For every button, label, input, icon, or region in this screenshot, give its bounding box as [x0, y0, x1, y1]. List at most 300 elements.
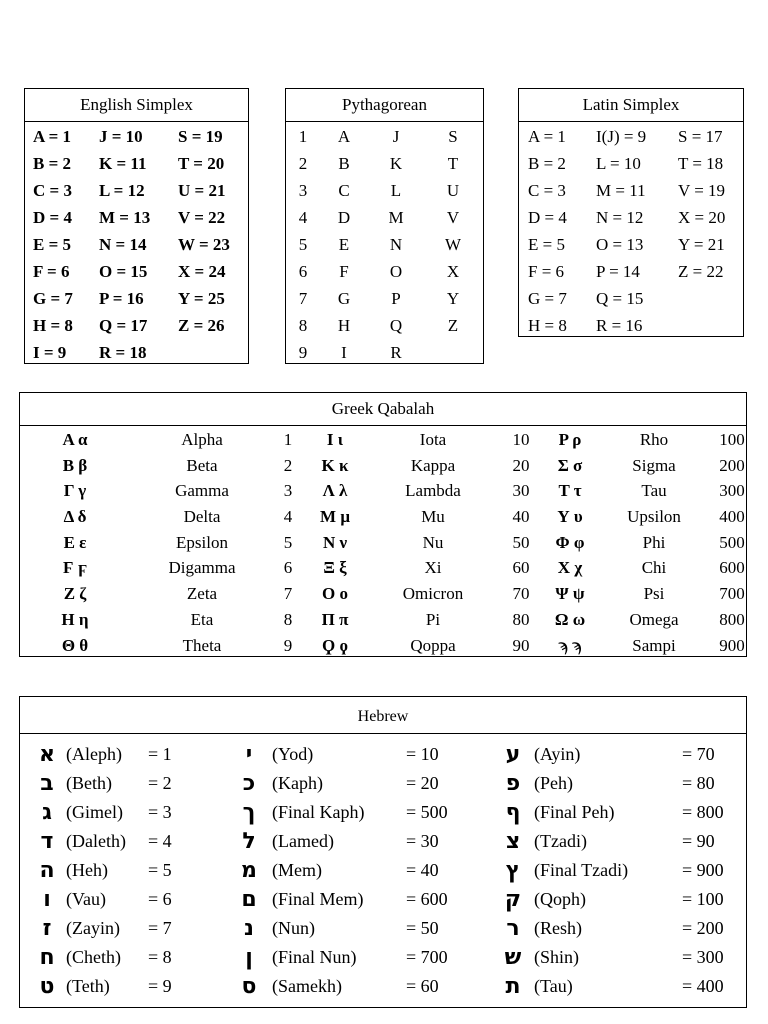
greek-letter-symbol: Ω ω: [554, 609, 586, 629]
table-cell: F: [339, 262, 349, 281]
table-cell: W = 23: [178, 235, 230, 254]
table-cell: H = 8: [33, 316, 73, 335]
greek-letter-name: Alpha: [181, 430, 223, 449]
hebrew-letter-value: = 600: [406, 889, 448, 909]
english-simplex-table: [24, 88, 249, 364]
hebrew-letter-glyph: פ: [505, 771, 521, 796]
hebrew-letter-value: = 7: [148, 918, 172, 938]
hebrew-letter-value: = 20: [406, 773, 439, 793]
hebrew-letter-name: (Final Tzadi): [534, 860, 629, 880]
greek-row: [20, 530, 746, 556]
table-cell: 7: [298, 289, 308, 308]
greek-letter-value: 1: [283, 430, 293, 449]
hebrew-row: [498, 798, 743, 827]
table-cell: R = 16: [596, 316, 643, 335]
greek-letter-value: 700: [719, 584, 745, 604]
table-cell: A: [337, 127, 351, 146]
greek-letter-value: 2: [283, 455, 293, 475]
table-cell: N: [389, 235, 403, 254]
greek-letter-symbol: Γ γ: [63, 481, 87, 501]
greek-letter-value: 900: [719, 635, 745, 655]
greek-letter-symbol: Α α: [62, 430, 88, 449]
hebrew-letter-name: (Beth): [66, 773, 112, 793]
table-cell: P: [391, 289, 401, 308]
greek-letter-value: 70: [512, 584, 530, 604]
greek-letter-value: 50: [512, 532, 530, 552]
hebrew-letter-value: = 60: [406, 976, 439, 996]
pythagorean-title: Pythagorean: [286, 89, 483, 122]
table-column: [294, 123, 312, 366]
table-cell: C: [338, 181, 350, 200]
hebrew-letter-name: (Nun): [272, 918, 315, 938]
hebrew-row: [32, 798, 242, 827]
greek-letter-value: 30: [512, 481, 530, 501]
greek-letter-value: 60: [512, 558, 530, 578]
table-cell: P = 16: [99, 289, 144, 308]
greek-letter-name: Mu: [421, 507, 445, 527]
hebrew-letter-glyph: ה: [39, 858, 55, 883]
greek-letter-symbol: ϡ ϡ: [558, 635, 582, 655]
greek-letter-symbol: Τ τ: [558, 481, 582, 501]
hebrew-letter-glyph: ס: [241, 974, 257, 999]
table-cell: E: [338, 235, 350, 254]
table-cell: I: [341, 343, 347, 362]
table-column: [99, 123, 150, 366]
hebrew-letter-glyph: ף: [505, 800, 521, 825]
greek-letter-symbol: Μ μ: [320, 507, 350, 527]
hebrew-letter-name: (Shin): [534, 947, 579, 967]
table-cell: H = 8: [528, 316, 567, 335]
table-cell: Y = 25: [178, 289, 225, 308]
greek-letter-value: 100: [719, 430, 745, 449]
greek-letter-symbol: Κ κ: [321, 455, 349, 475]
hebrew-row: [232, 856, 502, 885]
greek-letter-value: 40: [512, 507, 530, 527]
hebrew-letter-value: = 50: [406, 918, 439, 938]
hebrew-letter-name: (Final Mem): [272, 889, 364, 909]
table-cell: D = 4: [33, 208, 72, 227]
hebrew-letter-glyph: ו: [43, 887, 51, 912]
hebrew-letter-name: (Tau): [534, 976, 573, 996]
table-cell: X = 24: [178, 262, 226, 281]
hebrew-column: [232, 740, 502, 1001]
hebrew-letter-name: (Qoph): [534, 889, 586, 909]
hebrew-letter-value: = 80: [682, 773, 715, 793]
table-cell: M = 11: [596, 181, 646, 200]
hebrew-letter-value: = 30: [406, 831, 439, 851]
greek-row: [20, 607, 746, 633]
table-cell: B = 2: [33, 154, 72, 173]
english-simplex-title: English Simplex: [25, 89, 248, 122]
table-cell: P = 14: [596, 262, 640, 281]
hebrew-letter-value: = 4: [148, 831, 172, 851]
hebrew-letter-value: = 2: [148, 773, 172, 793]
greek-letter-name: Psi: [643, 584, 665, 604]
table-column: [386, 123, 406, 366]
greek-letter-value: 4: [283, 507, 293, 527]
greek-letter-symbol: Β β: [62, 455, 88, 475]
hebrew-letter-name: (Resh): [534, 918, 582, 938]
greek-letter-value: 6: [283, 558, 293, 578]
hebrew-letter-glyph: ץ: [505, 858, 521, 883]
table-cell: Z = 26: [178, 316, 225, 335]
table-column: [528, 123, 567, 339]
table-cell: N = 14: [99, 235, 147, 254]
hebrew-letter-glyph: ח: [39, 945, 55, 970]
greek-letter-value: 800: [719, 609, 745, 629]
hebrew-row: [232, 798, 502, 827]
hebrew-letter-value: = 800: [682, 802, 724, 822]
table-cell: C = 3: [33, 181, 72, 200]
hebrew-letter-glyph: צ: [505, 829, 521, 854]
table-column: [596, 123, 646, 339]
table-cell: L: [390, 181, 402, 200]
greek-letter-name: Sigma: [632, 455, 676, 475]
hebrew-letter-glyph: ג: [42, 800, 52, 825]
greek-letter-name: Eta: [190, 609, 214, 629]
table-cell: S = 19: [178, 127, 223, 146]
greek-letter-symbol: Δ δ: [63, 507, 87, 527]
hebrew-letter-value: = 900: [682, 860, 724, 880]
greek-letter-symbol: Θ θ: [61, 635, 89, 655]
table-cell: T = 20: [178, 154, 225, 173]
table-cell: O = 15: [99, 262, 148, 281]
table-cell: E = 5: [528, 235, 565, 254]
greek-row: [20, 453, 746, 479]
hebrew-letter-name: (Aleph): [66, 744, 122, 764]
table-cell: M: [388, 208, 404, 227]
greek-row: [20, 555, 746, 581]
table-cell: B: [338, 154, 350, 173]
table-cell: Y = 21: [678, 235, 725, 254]
greek-letter-name: Theta: [182, 635, 222, 655]
hebrew-row: [498, 827, 743, 856]
hebrew-row: [32, 972, 242, 1001]
hebrew-row: [232, 827, 502, 856]
greek-row: [20, 633, 746, 659]
hebrew-letter-name: (Vau): [66, 889, 106, 909]
hebrew-letter-name: (Samekh): [272, 976, 342, 996]
greek-letter-value: 10: [512, 430, 530, 449]
table-cell: 1: [298, 127, 308, 146]
table-cell: X: [446, 262, 460, 281]
greek-letter-symbol: Υ υ: [557, 507, 583, 527]
table-cell: Q = 17: [99, 316, 148, 335]
hebrew-title: Hebrew: [20, 697, 746, 734]
greek-letter-symbol: Ο ο: [322, 584, 348, 604]
hebrew-row: [32, 856, 242, 885]
greek-letter-value: 8: [283, 609, 293, 629]
hebrew-letter-glyph: י: [245, 742, 253, 767]
greek-letter-name: Sampi: [632, 635, 676, 655]
hebrew-letter-value: = 8: [148, 947, 172, 967]
greek-letter-name: Upsilon: [627, 507, 681, 527]
greek-letter-value: 20: [512, 455, 530, 475]
hebrew-letter-glyph: ר: [506, 916, 520, 941]
hebrew-letter-glyph: ב: [40, 771, 54, 796]
hebrew-letter-glyph: ע: [505, 742, 521, 767]
hebrew-letter-value: = 700: [406, 947, 448, 967]
hebrew-letter-name: (Daleth): [66, 831, 126, 851]
table-cell: I = 9: [33, 343, 67, 362]
greek-letter-symbol: Χ χ: [557, 558, 583, 578]
greek-letter-symbol: Ψ ψ: [555, 584, 585, 604]
greek-letter-name: Nu: [422, 532, 444, 552]
table-cell: G: [337, 289, 351, 308]
greek-letter-value: 5: [283, 532, 293, 552]
hebrew-column: [32, 740, 242, 1001]
hebrew-letter-name: (Final Nun): [272, 947, 357, 967]
table-cell: A = 1: [33, 127, 72, 146]
greek-letter-name: Gamma: [175, 481, 229, 501]
latin-simplex-table: [518, 88, 744, 337]
hebrew-letter-glyph: מ: [241, 858, 257, 883]
table-cell: 6: [298, 262, 308, 281]
hebrew-row: [498, 856, 743, 885]
hebrew-row: [498, 972, 743, 1001]
greek-letter-name: Delta: [183, 507, 221, 527]
table-cell: M = 13: [99, 208, 151, 227]
table-cell: F = 6: [33, 262, 70, 281]
table-cell: U: [446, 181, 460, 200]
hebrew-row: [32, 827, 242, 856]
table-cell: 4: [298, 208, 308, 227]
hebrew-table: [19, 696, 747, 1008]
greek-letter-value: 600: [719, 558, 745, 578]
table-cell: B = 2: [528, 154, 566, 173]
table-cell: T = 18: [678, 154, 724, 173]
greek-grid: [20, 427, 746, 658]
greek-letter-symbol: Ζ ζ: [63, 584, 87, 604]
table-cell: Z = 22: [678, 262, 724, 281]
hebrew-letter-glyph: כ: [242, 771, 256, 796]
table-cell: L = 12: [99, 181, 145, 200]
hebrew-row: [498, 769, 743, 798]
hebrew-letter-value: = 200: [682, 918, 724, 938]
hebrew-letter-value: = 9: [148, 976, 172, 996]
greek-letter-name: Chi: [641, 558, 667, 578]
table-cell: 3: [298, 181, 308, 200]
greek-letter-value: 200: [719, 455, 745, 475]
hebrew-letter-name: (Kaph): [272, 773, 323, 793]
hebrew-letter-glyph: ט: [39, 974, 55, 999]
greek-letter-name: Kappa: [410, 455, 456, 475]
greek-row: [20, 504, 746, 530]
table-cell: V: [446, 208, 460, 227]
greek-letter-symbol: Ρ ρ: [558, 430, 582, 449]
table-column: [443, 123, 463, 339]
table-column: [33, 123, 73, 366]
greek-letter-value: 80: [512, 609, 530, 629]
table-cell: Y: [446, 289, 460, 308]
hebrew-letter-value: = 5: [148, 860, 172, 880]
table-cell: 5: [298, 235, 308, 254]
hebrew-letter-value: = 40: [406, 860, 439, 880]
table-cell: G = 7: [33, 289, 73, 308]
table-cell: D: [337, 208, 351, 227]
table-cell: V = 22: [178, 208, 226, 227]
hebrew-row: [32, 914, 242, 943]
table-cell: A = 1: [528, 127, 566, 146]
hebrew-letter-name: (Tzadi): [534, 831, 587, 851]
hebrew-letter-value: = 90: [682, 831, 715, 851]
hebrew-row: [32, 740, 242, 769]
greek-letter-symbol: Ξ ξ: [323, 558, 347, 578]
hebrew-row: [232, 769, 502, 798]
hebrew-letter-value: = 3: [148, 802, 172, 822]
table-cell: G = 7: [528, 289, 567, 308]
greek-letter-name: Qoppa: [410, 635, 456, 655]
hebrew-letter-name: (Ayin): [534, 744, 581, 764]
latin-simplex-title: Latin Simplex: [519, 89, 743, 122]
hebrew-row: [232, 885, 502, 914]
greek-letter-value: 90: [512, 635, 530, 655]
hebrew-letter-glyph: ק: [504, 887, 522, 912]
greek-letter-value: 9: [283, 635, 293, 655]
hebrew-letter-value: = 6: [148, 889, 172, 909]
table-cell: 9: [298, 343, 308, 362]
table-cell: O: [389, 262, 403, 281]
table-cell: Z: [447, 316, 459, 335]
hebrew-letter-glyph: ד: [40, 829, 54, 854]
greek-letter-symbol: Π π: [321, 609, 349, 629]
table-cell: O = 13: [596, 235, 644, 254]
table-cell: C = 3: [528, 181, 566, 200]
hebrew-row: [32, 769, 242, 798]
table-cell: Q = 15: [596, 289, 644, 308]
table-cell: 8: [298, 316, 308, 335]
hebrew-letter-name: (Teth): [66, 976, 110, 996]
pythagorean-table: [285, 88, 484, 364]
greek-row: [20, 581, 746, 607]
greek-letter-name: Phi: [642, 532, 666, 552]
greek-letter-value: 400: [719, 507, 745, 527]
table-cell: L = 10: [596, 154, 641, 173]
table-cell: I(J) = 9: [596, 127, 647, 146]
hebrew-letter-value: = 1: [148, 744, 172, 764]
table-cell: U = 21: [178, 181, 226, 200]
hebrew-letter-value: = 10: [406, 744, 439, 764]
table-cell: H: [337, 316, 351, 335]
hebrew-letter-glyph: ך: [242, 800, 256, 825]
greek-letter-symbol: Ϝ ϝ: [63, 558, 87, 578]
greek-letter-name: Iota: [419, 430, 447, 449]
greek-letter-symbol: Λ λ: [322, 481, 348, 501]
table-cell: S: [448, 127, 458, 146]
hebrew-letter-glyph: נ: [244, 916, 254, 941]
hebrew-letter-name: (Final Kaph): [272, 802, 365, 822]
hebrew-row: [32, 885, 242, 914]
table-cell: X = 20: [678, 208, 726, 227]
hebrew-row: [232, 972, 502, 1001]
hebrew-letter-glyph: ל: [242, 829, 256, 854]
table-cell: K = 11: [99, 154, 147, 173]
greek-letter-name: Tau: [641, 481, 667, 501]
table-column: [678, 123, 725, 285]
greek-letter-name: Digamma: [168, 558, 236, 578]
greek-letter-symbol: Ϙ ϙ: [322, 635, 348, 655]
hebrew-letter-name: (Cheth): [66, 947, 121, 967]
greek-letter-symbol: Ι ι: [326, 430, 344, 449]
hebrew-letter-glyph: ת: [505, 974, 521, 999]
hebrew-letter-name: (Peh): [534, 773, 573, 793]
table-cell: Q: [389, 316, 403, 335]
table-column: [178, 123, 230, 339]
greek-letter-name: Omicron: [402, 584, 464, 604]
hebrew-letter-glyph: א: [38, 742, 56, 767]
hebrew-row: [232, 943, 502, 972]
table-cell: S = 17: [678, 127, 723, 146]
hebrew-letter-value: = 500: [406, 802, 448, 822]
greek-letter-name: Omega: [629, 609, 679, 629]
table-cell: K: [389, 154, 403, 173]
table-cell: R: [390, 343, 402, 362]
greek-letter-symbol: Ε ε: [63, 532, 87, 552]
greek-letter-symbol: Φ φ: [555, 532, 585, 552]
hebrew-letter-glyph: ז: [42, 916, 52, 941]
greek-qabalah-title: Greek Qabalah: [20, 393, 746, 426]
greek-letter-name: Beta: [186, 455, 218, 475]
greek-letter-value: 300: [719, 481, 745, 501]
greek-letter-name: Pi: [425, 609, 441, 629]
hebrew-row: [32, 943, 242, 972]
hebrew-row: [498, 740, 743, 769]
hebrew-row: [232, 740, 502, 769]
greek-letter-name: Epsilon: [176, 532, 228, 552]
hebrew-letter-name: (Mem): [272, 860, 322, 880]
hebrew-letter-value: = 400: [682, 976, 724, 996]
hebrew-letter-name: (Heh): [66, 860, 108, 880]
hebrew-letter-name: (Zayin): [66, 918, 120, 938]
table-cell: D = 4: [528, 208, 567, 227]
greek-row: [20, 478, 746, 504]
hebrew-row: [232, 914, 502, 943]
greek-row: [20, 427, 746, 453]
table-cell: T: [447, 154, 459, 173]
hebrew-letter-glyph: ן: [245, 945, 253, 970]
greek-qabalah-table: [19, 392, 747, 657]
greek-letter-value: 7: [283, 584, 293, 604]
table-cell: F = 6: [528, 262, 565, 281]
hebrew-letter-glyph: ם: [241, 887, 257, 912]
table-cell: N = 12: [596, 208, 644, 227]
hebrew-row: [498, 943, 743, 972]
table-cell: R = 18: [99, 343, 147, 362]
hebrew-letter-value: = 70: [682, 744, 715, 764]
hebrew-row: [498, 914, 743, 943]
hebrew-letter-name: (Yod): [272, 744, 314, 764]
table-cell: J: [392, 127, 400, 146]
table-cell: J = 10: [99, 127, 143, 146]
hebrew-letter-name: (Final Peh): [534, 802, 615, 822]
greek-letter-value: 500: [719, 532, 745, 552]
hebrew-letter-name: (Lamed): [272, 831, 334, 851]
greek-letter-symbol: Η η: [61, 609, 89, 629]
hebrew-letter-value: = 300: [682, 947, 724, 967]
hebrew-letter-glyph: ש: [504, 945, 522, 970]
greek-letter-symbol: Σ σ: [557, 455, 583, 475]
table-cell: E = 5: [33, 235, 72, 254]
greek-letter-name: Zeta: [186, 584, 218, 604]
greek-letter-value: 3: [283, 481, 293, 501]
hebrew-column: [498, 740, 743, 1001]
table-column: [334, 123, 354, 366]
greek-letter-name: Xi: [424, 558, 442, 578]
table-cell: V = 19: [678, 181, 726, 200]
hebrew-letter-name: (Gimel): [66, 802, 123, 822]
greek-letter-name: Rho: [639, 430, 669, 449]
greek-letter-symbol: Ν ν: [322, 532, 348, 552]
